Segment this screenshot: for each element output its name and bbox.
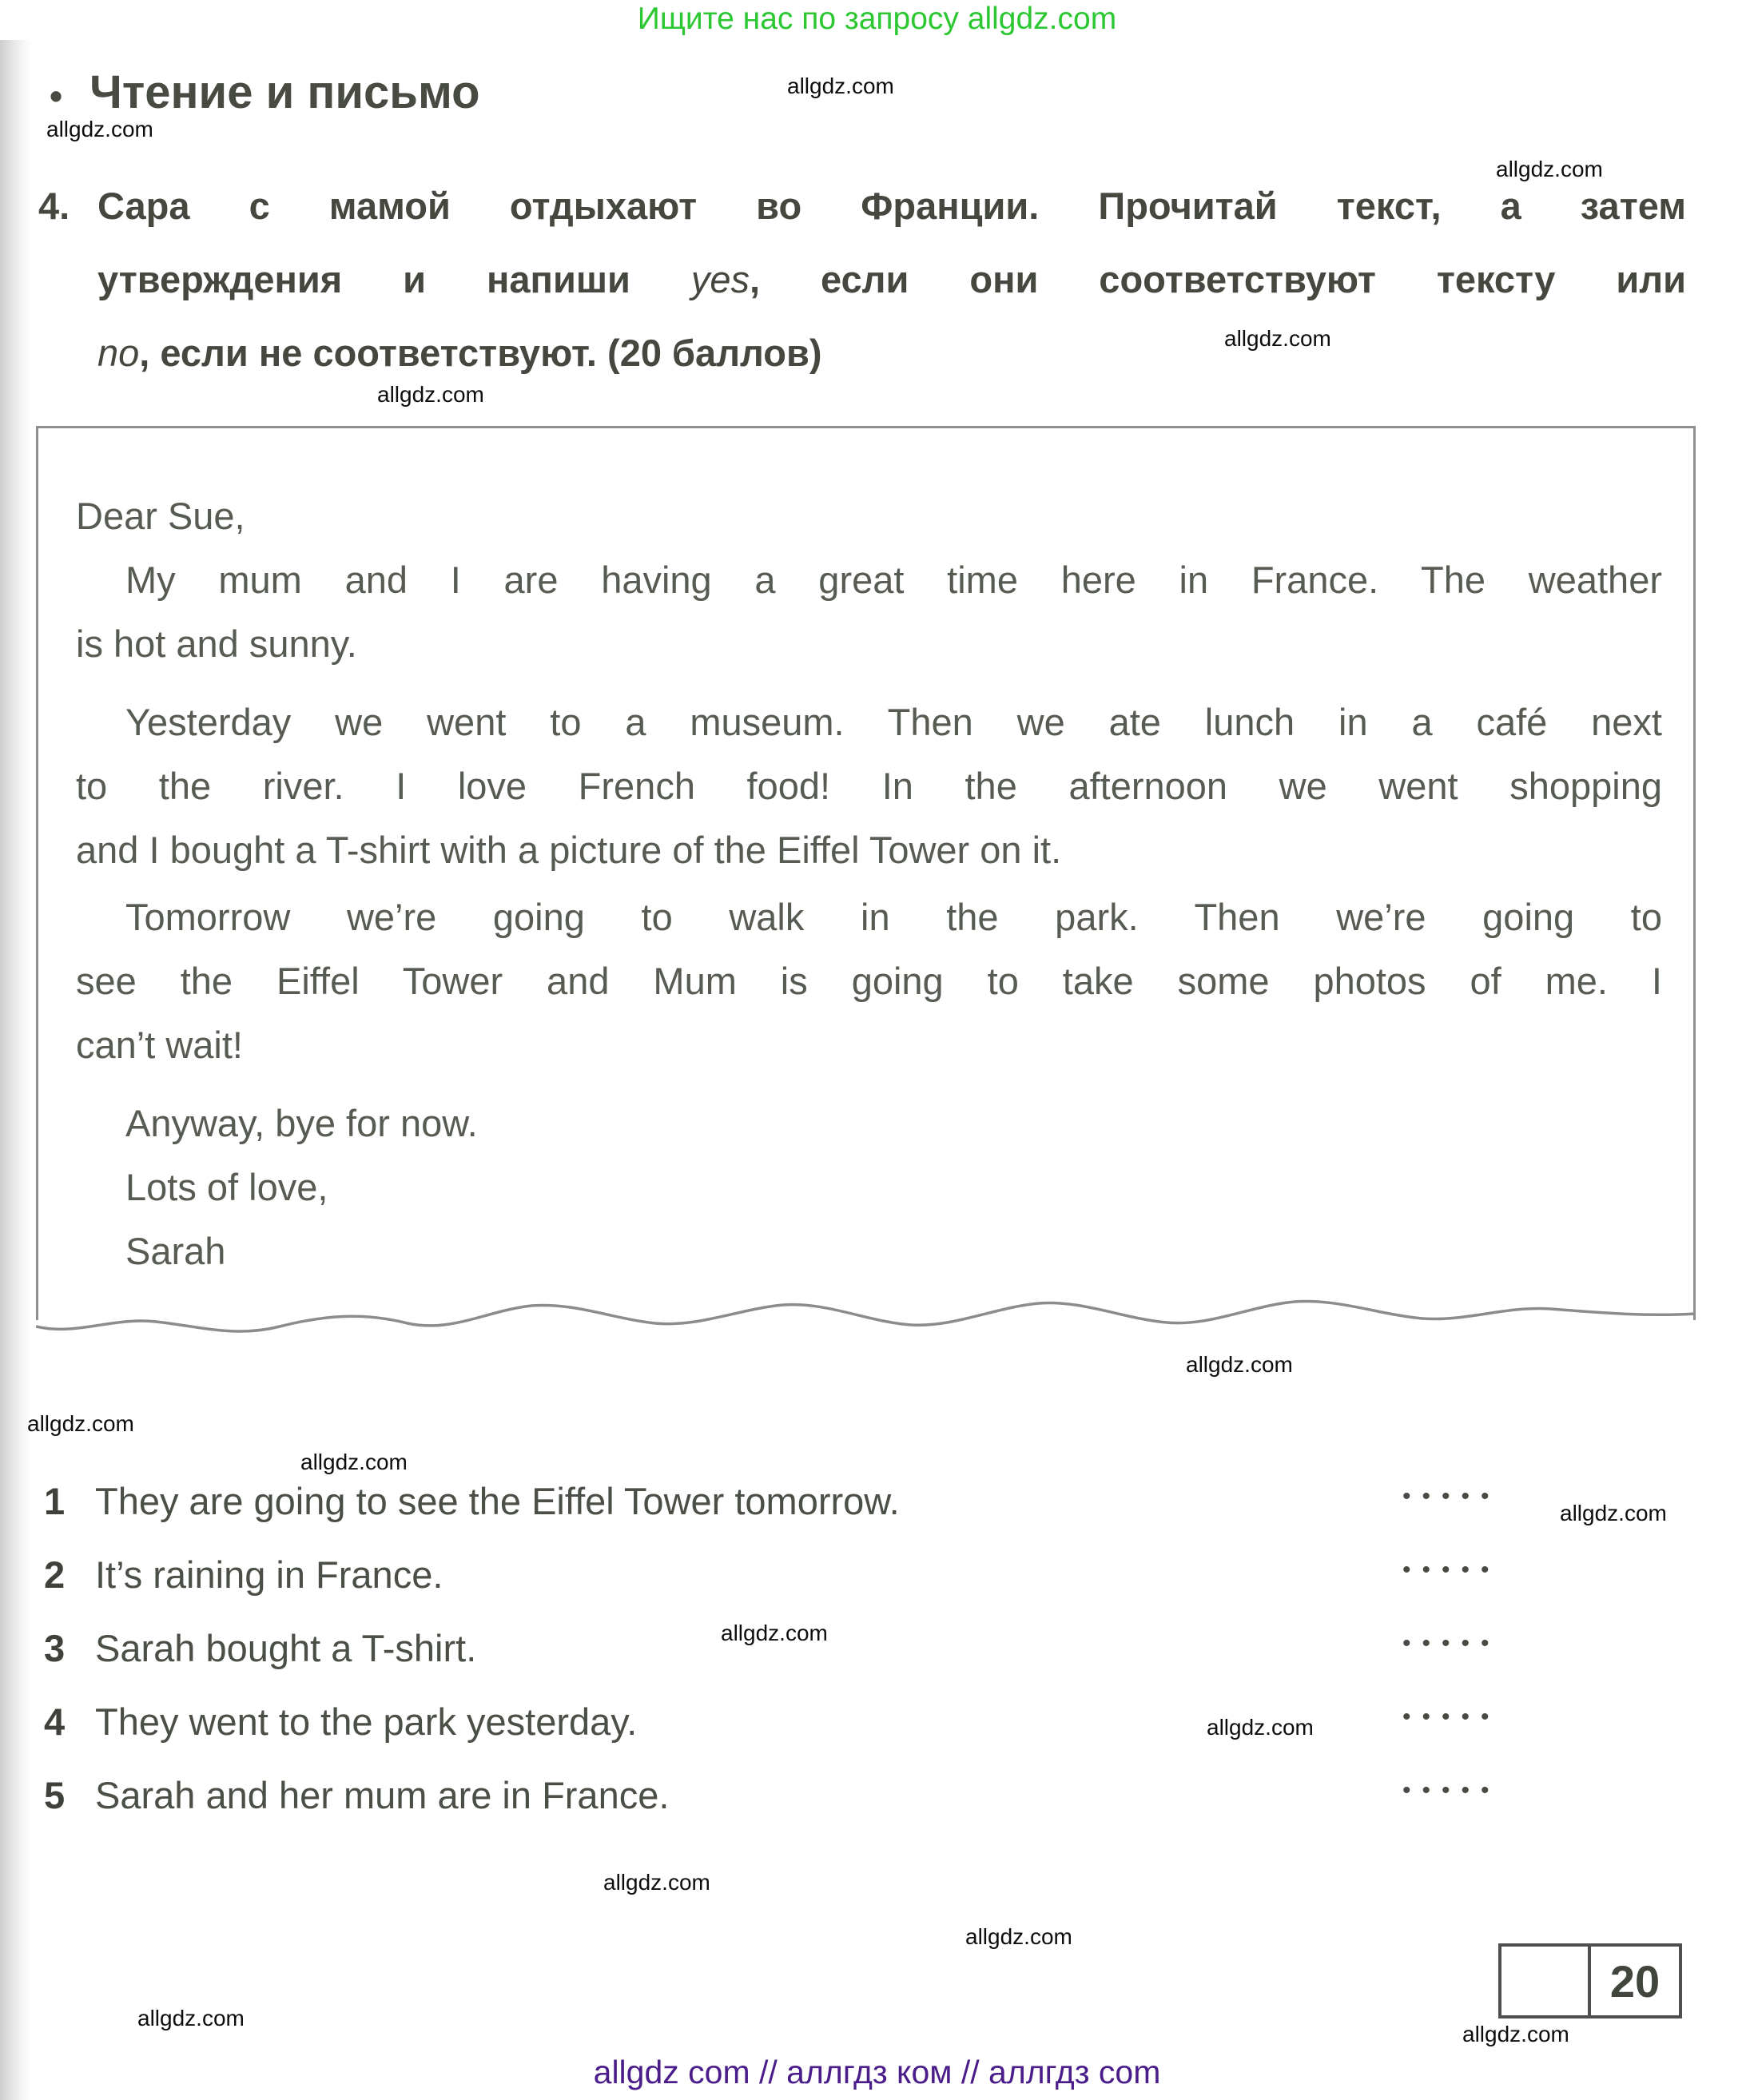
- statement-row: [44, 1771, 1722, 1820]
- task-term-yes: yes: [690, 258, 750, 300]
- task-instructions: [38, 169, 1686, 390]
- letter-line: Lots of love,: [125, 1166, 328, 1208]
- letter-line: to the river. I love French food! In the afternoon we went shopping: [76, 765, 1662, 807]
- letter-line: Dear Sue,: [76, 495, 245, 537]
- statement-row: [44, 1477, 1722, 1526]
- task-line-2: [97, 243, 1686, 316]
- answer-dots: •••••: [1402, 1777, 1501, 1804]
- top-banner: Ищите нас по запросу allgdz.com: [637, 2, 1117, 36]
- statement-text: Sarah and her mum are in France.: [95, 1774, 670, 1816]
- statement-number: 3: [44, 1627, 66, 1669]
- task-number: 4.: [38, 185, 70, 227]
- watermark: allgdz.com: [1207, 1715, 1314, 1740]
- section-header: [50, 66, 480, 119]
- letter-line: Anyway, bye for now.: [125, 1102, 478, 1144]
- task-line-2-text: утверждения и напиши: [97, 258, 691, 300]
- answer-dots: •••••: [1402, 1483, 1501, 1509]
- score-cell-max: [1591, 1947, 1679, 2015]
- statement-row: [44, 1550, 1722, 1600]
- statement-row: [44, 1624, 1722, 1673]
- letter-text: [76, 484, 1662, 1283]
- score-cell-empty: [1501, 1947, 1591, 2015]
- letter-line: Tomorrow we’re going to walk in the park. Then we’re going to: [125, 896, 1662, 938]
- statement-text: It’s raining in France.: [95, 1553, 443, 1596]
- task-line-1: Сара с мамой отдыхают во Франции. Прочитай текст, а затем: [97, 185, 1686, 227]
- watermark: allgdz.com: [46, 117, 153, 141]
- answer-dots: •••••: [1402, 1704, 1501, 1730]
- task-line-3-text: , если не соответствуют. (20 баллов): [139, 332, 822, 374]
- task-line-2-text-end: , если они соответствуют тексту или: [750, 258, 1686, 300]
- watermark: allgdz.com: [1496, 157, 1603, 181]
- statement-text: Sarah bought a T-shirt.: [95, 1627, 477, 1669]
- watermark: allgdz.com: [1462, 2022, 1569, 2046]
- watermark: allgdz.com: [603, 1870, 710, 1895]
- watermark: allgdz.com: [787, 74, 894, 98]
- torn-paper-edge: [36, 1277, 1696, 1349]
- statement-number: 4: [44, 1700, 66, 1743]
- watermark: allgdz.com: [377, 382, 484, 407]
- statement-row: [44, 1697, 1722, 1747]
- letter-line: and I bought a T-shirt with a picture of the Eiffel Tower on it.: [76, 829, 1062, 871]
- letter-line: My mum and I are having a great time here in France. The weather: [125, 559, 1662, 601]
- score-max: 20: [1609, 1955, 1661, 2007]
- watermark: allgdz.com: [965, 1924, 1072, 1949]
- score-box: [1498, 1943, 1682, 2018]
- letter-line: Sarah: [125, 1230, 226, 1272]
- section-title: Чтение и письмо: [89, 66, 480, 118]
- watermark: allgdz.com: [721, 1621, 828, 1645]
- watermark: allgdz.com: [300, 1450, 408, 1474]
- task-line-3: [97, 316, 1686, 390]
- footer-links: allgdz com // аллгдз ком // аллгдз com: [593, 2054, 1161, 2090]
- bullet-icon: •: [50, 74, 63, 117]
- letter-line: can’t wait!: [76, 1024, 243, 1066]
- watermark: allgdz.com: [27, 1411, 134, 1436]
- letter-line: Yesterday we went to a museum. Then we ate lunch in a café next: [125, 701, 1662, 743]
- watermark: allgdz.com: [1224, 326, 1331, 351]
- statement-text: They went to the park yesterday.: [95, 1700, 638, 1743]
- answer-dots: •••••: [1402, 1557, 1501, 1583]
- statement-number: 2: [44, 1553, 66, 1596]
- statement-number: 1: [44, 1480, 66, 1522]
- watermark: allgdz.com: [1186, 1352, 1293, 1377]
- watermark: allgdz.com: [137, 2006, 245, 2030]
- statement-text: They are going to see the Eiffel Tower tomorrow.: [95, 1480, 900, 1522]
- scan-shadow: [0, 40, 32, 2100]
- answer-dots: •••••: [1402, 1630, 1501, 1657]
- letter-line: is hot and sunny.: [76, 622, 357, 665]
- letter-line: see the Eiffel Tower and Mum is going to take some photos of me. I: [76, 960, 1662, 1002]
- task-text: [97, 169, 1686, 390]
- task-term-no: no: [97, 332, 140, 374]
- statement-number: 5: [44, 1774, 66, 1816]
- watermark: allgdz.com: [1560, 1501, 1667, 1525]
